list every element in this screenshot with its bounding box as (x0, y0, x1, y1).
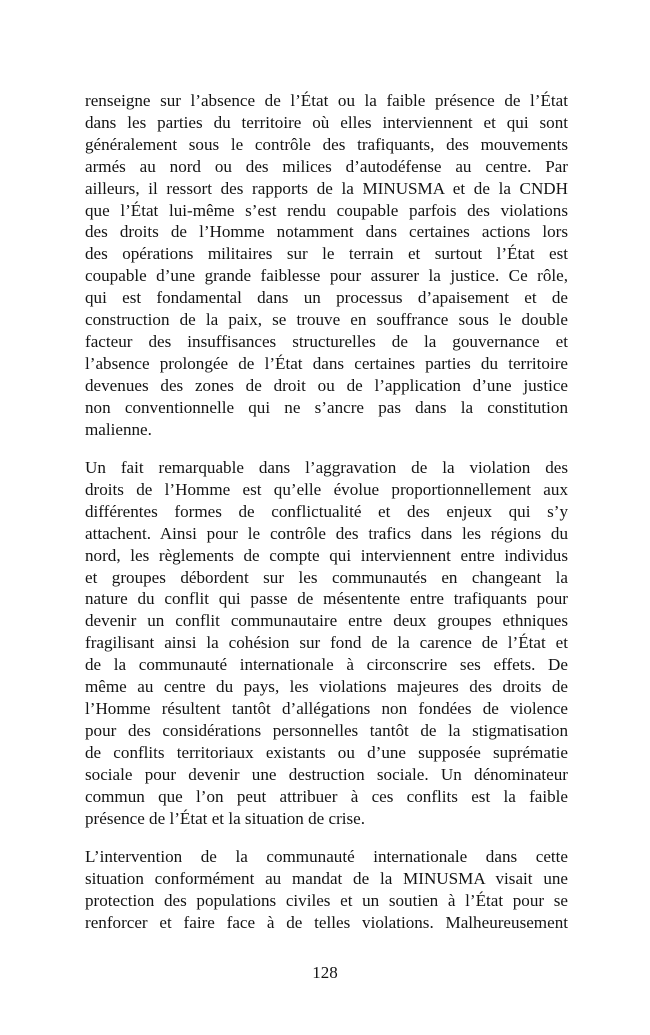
text-line: L’intervention de la communauté internationale dans cette (85, 847, 568, 866)
text-line: fragilisant ainsi la cohésion sur fond de la carence de l’État et (85, 633, 568, 653)
text-line: malienne. (85, 419, 152, 439)
text-line: facteur des insuffisances structurelles de la gouvernance et (85, 331, 568, 351)
text-line: armés au nord ou des milices d’autodéfense au centre. Par (85, 156, 568, 176)
text-line: généralement sous le contrôle des trafiquants, des mouvements (85, 134, 568, 154)
text-line: nord, les règlements de compte qui interviennent entre individus (85, 545, 568, 565)
text-line: nature du conflit qui passe de mésentente entre trafiquants pour (85, 589, 568, 609)
text-line: devenues des zones de droit ou de l’application d’une justice (85, 375, 568, 395)
text-line: devenir un conflit communautaire entre deux groupes ethniques (85, 611, 568, 631)
text-line: des opérations militaires sur le terrain et surtout l’État est (85, 244, 568, 264)
text-line: différentes formes de conflictualité et des enjeux qui s’y (85, 501, 568, 521)
text-line: présence de l’État et la situation de crise. (85, 808, 366, 828)
text-line: sociale pour devenir une destruction sociale. Un dénominateur (85, 764, 568, 784)
text-line: même au centre du pays, les violations majeures des droits de (85, 677, 568, 697)
text-line: attachent. Ainsi pour le contrôle des trafics dans les régions du (85, 523, 568, 543)
text-line: l’Homme résultent tantôt d’allégations non fondées de violence (85, 698, 568, 718)
paragraph-1 (85, 90, 568, 441)
text-line: pour des considérations personnelles tantôt de la stigmatisation (85, 720, 568, 740)
text-line: coupable d’une grande faiblesse pour assurer la justice. Ce rôle, (85, 266, 568, 286)
text-line: droits de l’Homme est qu’elle évolue proportionnellement aux (85, 479, 568, 499)
text-line: et groupes débordent sur les communautés en changeant la (85, 567, 568, 587)
text-line: construction de la paix, se trouve en souffrance sous le double (85, 310, 568, 330)
text-line: de la communauté internationale à circonscrire ses effets. De (85, 655, 568, 675)
text-line: renseigne sur l’absence de l’État ou la faible présence de l’État (85, 91, 568, 110)
paragraph-3 (85, 846, 568, 934)
text-line: non conventionnelle qui ne s’ancre pas dans la constitution (85, 397, 568, 417)
text-line: protection des populations civiles et un soutien à l’État pour se (85, 890, 568, 910)
text-line: renforcer et faire face à de telles violations. Malheureusement (85, 912, 568, 932)
text-line: qui est fondamental dans un processus d’apaisement et de (85, 288, 568, 308)
text-line: ailleurs, il ressort des rapports de la MINUSMA et de la CNDH (85, 178, 568, 198)
text-line: dans les parties du territoire où elles interviennent et qui sont (85, 112, 568, 132)
text-line: que l’État lui-même s’est rendu coupable parfois des violations (85, 200, 568, 220)
text-line: Un fait remarquable dans l’aggravation de la violation des (85, 458, 568, 477)
text-line: commun que l’on peut attribuer à ces conflits est la faible (85, 786, 568, 806)
text-line: l’absence prolongée de l’État dans certaines parties du territoire (85, 353, 568, 373)
paragraph-2 (85, 457, 568, 829)
text-line: des droits de l’Homme notamment dans certaines actions lors (85, 222, 568, 242)
page-number: 128 (312, 963, 338, 982)
text-line: situation conformément au mandat de la MINUSMA visait une (85, 868, 568, 888)
text-line: de conflits territoriaux existants ou d’une supposée suprématie (85, 742, 568, 762)
